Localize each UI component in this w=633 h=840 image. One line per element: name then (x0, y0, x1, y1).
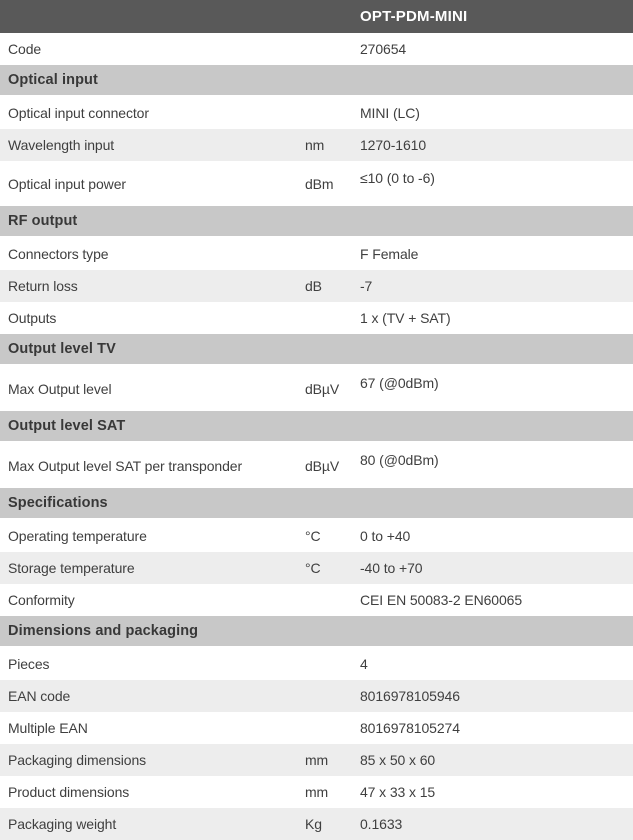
spec-label: Wavelength input (8, 137, 115, 153)
spec-value: 8016978105274 (360, 720, 460, 736)
section-header-output-level-tv (0, 334, 633, 366)
spec-row-optical-input-connector (0, 97, 633, 129)
spec-label: Max Output level (8, 380, 112, 397)
spec-value: 1 x (TV + SAT) (360, 310, 451, 326)
spec-label: EAN code (8, 688, 71, 704)
section-title: Dimensions and packaging (8, 623, 199, 639)
spec-label: Operating temperature (8, 528, 147, 544)
spec-row-operating-temperature (0, 520, 633, 552)
spec-value: MINI (LC) (360, 105, 420, 121)
spec-label: Pieces (8, 656, 50, 672)
spec-row-packaging-dimensions (0, 744, 633, 776)
section-header-specifications (0, 488, 633, 520)
spec-value: 8016978105946 (360, 688, 460, 704)
product-name: OPT-PDM-MINI (360, 7, 468, 25)
spec-row-max-output-level-sat (0, 443, 633, 488)
spec-label: Optical input power (8, 175, 126, 192)
spec-row-wavelength-input (0, 129, 633, 161)
spec-unit: mm (305, 752, 329, 768)
spec-row-storage-temperature (0, 552, 633, 584)
spec-unit: nm (305, 137, 325, 153)
spec-row-ean-code (0, 680, 633, 712)
spec-label: Return loss (8, 278, 78, 294)
section-header-output-level-sat (0, 411, 633, 443)
spec-label: Code (8, 41, 42, 57)
section-title: Specifications (8, 495, 108, 511)
spec-row-optical-input-power (0, 161, 633, 206)
spec-unit: dB (305, 278, 322, 294)
spec-row-outputs (0, 302, 633, 334)
spec-value: 85 x 50 x 60 (360, 752, 436, 768)
section-header-dimensions-packaging (0, 616, 633, 648)
spec-row-pieces (0, 648, 633, 680)
spec-value: 0 to +40 (360, 528, 411, 544)
spec-label: Conformity (8, 592, 75, 608)
spec-row-packaging-weight (0, 808, 633, 840)
spec-value: F Female (360, 246, 419, 262)
spec-unit: dBµV (305, 380, 340, 397)
spec-value: -40 to +70 (360, 560, 423, 576)
spec-unit: dBµV (305, 457, 340, 474)
spec-unit: Kg (305, 816, 322, 832)
spec-value: -7 (360, 278, 373, 294)
spec-value: CEI EN 50083-2 EN60065 (360, 592, 523, 608)
spec-value: 47 x 33 x 15 (360, 784, 436, 800)
spec-row-conformity (0, 584, 633, 616)
spec-row-multiple-ean (0, 712, 633, 744)
spec-row-code (0, 33, 633, 65)
spec-value: 80 (@0dBm) (360, 452, 439, 468)
section-title: Optical input (8, 72, 98, 88)
spec-unit: °C (305, 560, 321, 576)
spec-value: 4 (360, 656, 368, 672)
spec-value: 270654 (360, 41, 407, 57)
spec-row-return-loss (0, 270, 633, 302)
spec-label: Multiple EAN (8, 720, 88, 736)
spec-value: 67 (@0dBm) (360, 375, 439, 391)
section-header-rf-output (0, 206, 633, 238)
spec-label: Outputs (8, 310, 57, 326)
spec-label: Connectors type (8, 246, 109, 262)
spec-value: 0.1633 (360, 816, 403, 832)
section-header-optical-input (0, 65, 633, 97)
spec-value: ≤10 (0 to -6) (360, 170, 435, 186)
section-title: RF output (8, 213, 78, 229)
section-title: Output level SAT (8, 418, 126, 434)
spec-row-product-dimensions (0, 776, 633, 808)
spec-row-max-output-level (0, 366, 633, 411)
table-header-row (0, 0, 633, 33)
spec-label: Max Output level SAT per transponder (8, 457, 243, 474)
spec-value: 1270-1610 (360, 137, 427, 153)
spec-label: Packaging weight (8, 816, 117, 832)
spec-row-connectors-type (0, 238, 633, 270)
spec-unit: °C (305, 528, 321, 544)
spec-unit: dBm (305, 175, 334, 192)
spec-unit: mm (305, 784, 329, 800)
section-title: Output level TV (8, 341, 116, 357)
spec-label: Optical input connector (8, 105, 149, 121)
spec-label: Packaging dimensions (8, 752, 147, 768)
spec-label: Storage temperature (8, 560, 135, 576)
spec-label: Product dimensions (8, 784, 130, 800)
